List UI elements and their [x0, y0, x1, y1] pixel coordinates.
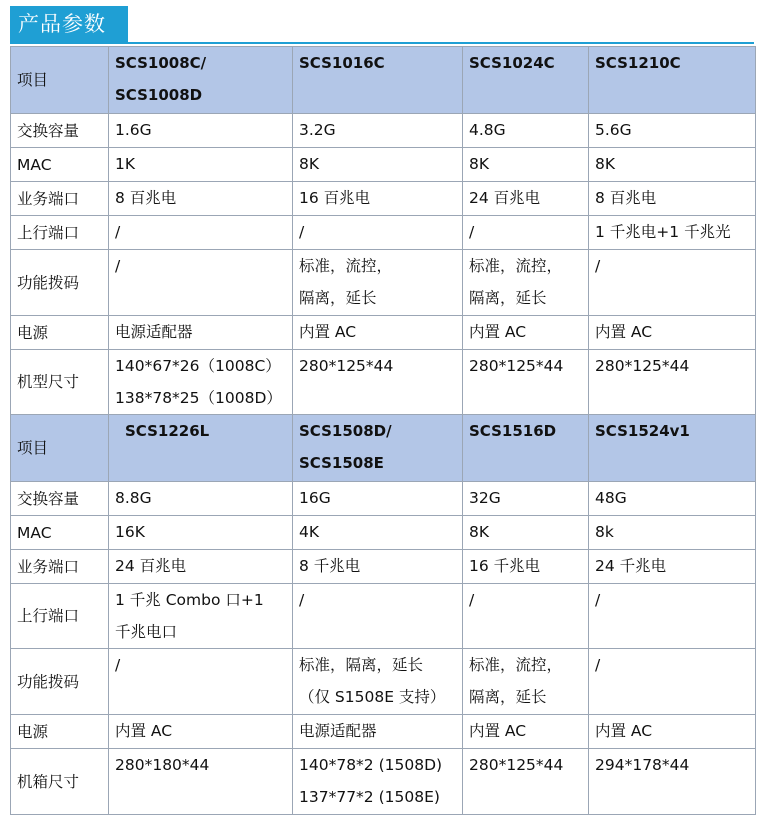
table-cell: 4.8G: [463, 114, 589, 148]
table-cell: 32G: [463, 482, 589, 516]
table-cell: 8k: [589, 516, 756, 550]
table-cell: 3.2G: [293, 114, 463, 148]
table-cell: 1 千兆电+1 千兆光: [589, 216, 756, 250]
table-row: [11, 749, 756, 815]
table-cell: /: [589, 250, 756, 316]
table-cell: 140*78*2 (1508D) 137*77*2 (1508E): [293, 749, 463, 815]
table-cell: 5.6G: [589, 114, 756, 148]
table-cell: 16 千兆电: [463, 550, 589, 584]
table-cell: 内置 AC: [463, 316, 589, 350]
table-row: [11, 216, 756, 250]
header-label: 项目: [11, 47, 109, 114]
model-header: SCS1226L: [109, 415, 293, 482]
table-cell: 1K: [109, 148, 293, 182]
table-row: [11, 350, 756, 415]
table-cell: /: [293, 216, 463, 250]
row-label: MAC: [11, 516, 109, 550]
row-label: 上行端口: [11, 216, 109, 250]
table-cell: 16G: [293, 482, 463, 516]
spec-table: [10, 46, 756, 815]
table-cell: /: [109, 649, 293, 715]
model-header: SCS1210C: [589, 47, 756, 114]
row-label: 交换容量: [11, 482, 109, 516]
table-cell: 24 千兆电: [589, 550, 756, 584]
section-title: 产品参数: [10, 6, 128, 42]
table-row: [11, 114, 756, 148]
table-row: [11, 482, 756, 516]
model-header: SCS1008C/ SCS1008D: [109, 47, 293, 114]
model-header: SCS1524v1: [589, 415, 756, 482]
row-label: 机型尺寸: [11, 350, 109, 415]
header-label: 项目: [11, 415, 109, 482]
table-cell: 内置 AC: [463, 715, 589, 749]
table-cell: 标准，流控， 隔离，延长: [463, 250, 589, 316]
row-label: 功能拨码: [11, 649, 109, 715]
row-label: 电源: [11, 715, 109, 749]
table-row: [11, 182, 756, 216]
table-row: [11, 250, 756, 316]
table-cell: 280*125*44: [463, 749, 589, 815]
table-row: [11, 649, 756, 715]
model-header: SCS1024C: [463, 47, 589, 114]
row-label: 机箱尺寸: [11, 749, 109, 815]
table-cell: 内置 AC: [109, 715, 293, 749]
header-row: [11, 415, 756, 482]
table-cell: 标准，流控， 隔离，延长: [293, 250, 463, 316]
table-cell: 4K: [293, 516, 463, 550]
table-cell: 1.6G: [109, 114, 293, 148]
table-cell: 280*125*44: [463, 350, 589, 415]
table-cell: 280*125*44: [293, 350, 463, 415]
row-label: 电源: [11, 316, 109, 350]
table-cell: 8 百兆电: [109, 182, 293, 216]
row-label: 业务端口: [11, 182, 109, 216]
row-label: 功能拨码: [11, 250, 109, 316]
table-cell: 140*67*26（1008C） 138*78*25（1008D）: [109, 350, 293, 415]
table-cell: 1 千兆 Combo 口+1 千兆电口: [109, 584, 293, 649]
table-cell: /: [463, 584, 589, 649]
table-cell: /: [589, 649, 756, 715]
table-row: [11, 715, 756, 749]
model-header: SCS1508D/ SCS1508E: [293, 415, 463, 482]
table-cell: /: [463, 216, 589, 250]
table-cell: 280*125*44: [589, 350, 756, 415]
model-header: SCS1016C: [293, 47, 463, 114]
table-cell: 8 百兆电: [589, 182, 756, 216]
table-cell: 24 百兆电: [463, 182, 589, 216]
table-cell: 8K: [463, 148, 589, 182]
table-cell: 电源适配器: [109, 316, 293, 350]
table-cell: 内置 AC: [589, 715, 756, 749]
table-cell: 电源适配器: [293, 715, 463, 749]
table-cell: 48G: [589, 482, 756, 516]
table-cell: 8K: [463, 516, 589, 550]
table-cell: 8 千兆电: [293, 550, 463, 584]
table-row: [11, 316, 756, 350]
table-cell: 16 百兆电: [293, 182, 463, 216]
row-label: 上行端口: [11, 584, 109, 649]
row-label: MAC: [11, 148, 109, 182]
title-divider: [10, 42, 754, 44]
table-cell: 内置 AC: [293, 316, 463, 350]
table-cell: 24 百兆电: [109, 550, 293, 584]
table-cell: 标准，隔离，延长 （仅 S1508E 支持）: [293, 649, 463, 715]
table-row: [11, 148, 756, 182]
table-cell: /: [293, 584, 463, 649]
table-cell: /: [109, 216, 293, 250]
table-cell: 内置 AC: [589, 316, 756, 350]
model-header: SCS1516D: [463, 415, 589, 482]
table-cell: /: [589, 584, 756, 649]
table-cell: 280*180*44: [109, 749, 293, 815]
table-cell: 16K: [109, 516, 293, 550]
table-cell: 8.8G: [109, 482, 293, 516]
table-cell: 8K: [589, 148, 756, 182]
table-cell: 标准，流控， 隔离，延长: [463, 649, 589, 715]
table-row: [11, 516, 756, 550]
header-row: [11, 47, 756, 114]
table-row: [11, 584, 756, 649]
table-row: [11, 550, 756, 584]
row-label: 交换容量: [11, 114, 109, 148]
table-cell: 8K: [293, 148, 463, 182]
table-cell: /: [109, 250, 293, 316]
table-cell: 294*178*44: [589, 749, 756, 815]
row-label: 业务端口: [11, 550, 109, 584]
